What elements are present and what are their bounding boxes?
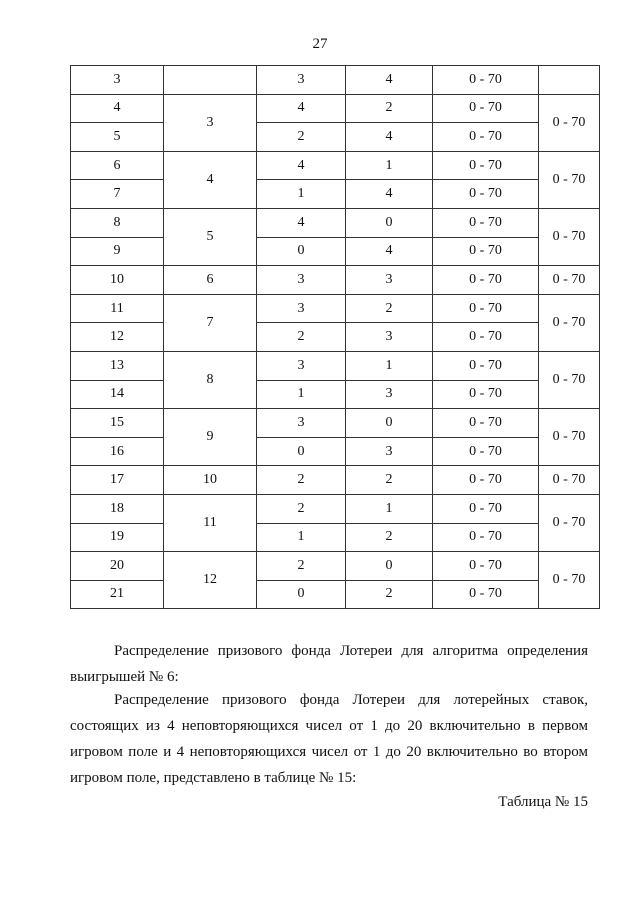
table-cell: 3 xyxy=(71,66,164,95)
table-row xyxy=(71,151,600,180)
paragraph-algorithm-6: Распределение призового фонда Лотереи для алгоритма определения выигрышей № 6: xyxy=(70,643,588,685)
table-cell: 0 xyxy=(257,237,346,266)
table-cell: 0 - 70 xyxy=(433,552,539,581)
table-row xyxy=(71,351,600,380)
table-cell: 21 xyxy=(71,580,164,609)
table-cell: 0 - 70 xyxy=(433,580,539,609)
table-cell: 6 xyxy=(164,266,257,295)
table-cell-merged: 5 xyxy=(164,208,257,265)
table-cell: 0 xyxy=(257,580,346,609)
table-cell: 0 - 70 xyxy=(433,266,539,295)
table-cell: 14 xyxy=(71,380,164,409)
table-cell: 5 xyxy=(71,123,164,152)
table-cell: 1 xyxy=(257,523,346,552)
table-cell: 4 xyxy=(346,123,433,152)
table-row xyxy=(71,266,600,295)
table-row xyxy=(71,94,600,123)
table-row xyxy=(71,294,600,323)
table-cell: 0 - 70 xyxy=(433,94,539,123)
table-cell-merged: 11 xyxy=(164,494,257,551)
table-row xyxy=(71,323,600,352)
table-cell: 11 xyxy=(71,294,164,323)
table-cell: 0 xyxy=(257,437,346,466)
table-cell-merged: 9 xyxy=(164,409,257,466)
table-cell: 0 - 70 xyxy=(433,208,539,237)
table-cell: 0 - 70 xyxy=(433,66,539,95)
table-cell-merged: 0 - 70 xyxy=(539,208,600,265)
table-cell: 0 - 70 xyxy=(433,437,539,466)
table-cell: 0 - 70 xyxy=(433,380,539,409)
table-row xyxy=(71,180,600,209)
table-cell: 2 xyxy=(257,123,346,152)
table-cell: 0 - 70 xyxy=(433,494,539,523)
table-cell: 16 xyxy=(71,437,164,466)
table-cell: 4 xyxy=(257,151,346,180)
prize-distribution-table xyxy=(70,65,600,609)
table-cell: 0 xyxy=(346,552,433,581)
table-cell: 3 xyxy=(346,323,433,352)
table-cell: 1 xyxy=(346,494,433,523)
table-cell: 3 xyxy=(257,266,346,295)
table-cell: 19 xyxy=(71,523,164,552)
table-cell-merged: 7 xyxy=(164,294,257,351)
table-cell-merged: 0 - 70 xyxy=(539,552,600,609)
table-cell: 1 xyxy=(257,380,346,409)
table-cell: 17 xyxy=(71,466,164,495)
table-cell: 0 xyxy=(346,409,433,438)
table-cell: 4 xyxy=(257,94,346,123)
table-cell: 8 xyxy=(71,208,164,237)
table-cell: 3 xyxy=(257,409,346,438)
table-cell: 2 xyxy=(257,466,346,495)
table-cell: 4 xyxy=(71,94,164,123)
table-cell: 3 xyxy=(257,294,346,323)
table-cell: 0 - 70 xyxy=(433,523,539,552)
table-cell-merged: 0 - 70 xyxy=(539,151,600,208)
table-cell: 10 xyxy=(71,266,164,295)
table-cell: 0 - 70 xyxy=(433,237,539,266)
table-cell: 1 xyxy=(346,151,433,180)
table-row xyxy=(71,123,600,152)
table-cell: 0 - 70 xyxy=(433,151,539,180)
table-cell: 15 xyxy=(71,409,164,438)
table-cell: 2 xyxy=(257,552,346,581)
table-cell: 4 xyxy=(257,208,346,237)
table-cell: 3 xyxy=(346,437,433,466)
table-caption: Таблица № 15 xyxy=(498,794,588,810)
table-cell: 3 xyxy=(346,380,433,409)
table-cell: 0 - 70 xyxy=(433,123,539,152)
table-row xyxy=(71,409,600,438)
table-cell: 0 - 70 xyxy=(433,323,539,352)
table-cell: 0 - 70 xyxy=(433,351,539,380)
table-cell-merged: 0 - 70 xyxy=(539,409,600,466)
table-cell: 18 xyxy=(71,494,164,523)
table-cell: 2 xyxy=(346,523,433,552)
table-row xyxy=(71,523,600,552)
table-cell: 2 xyxy=(257,494,346,523)
table-cell-merged: 0 - 70 xyxy=(539,294,600,351)
table-row xyxy=(71,552,600,581)
table-cell-merged: 0 - 70 xyxy=(539,94,600,151)
table-cell: 3 xyxy=(346,266,433,295)
table-cell: 7 xyxy=(71,180,164,209)
table-cell: 0 - 70 xyxy=(539,266,600,295)
table-cell: 3 xyxy=(257,66,346,95)
table-cell: 1 xyxy=(257,180,346,209)
page-number: 27 xyxy=(312,36,328,52)
table-cell: 0 - 70 xyxy=(539,466,600,495)
table-row xyxy=(71,437,600,466)
table-row xyxy=(71,208,600,237)
table-cell: 4 xyxy=(346,66,433,95)
table-cell: 12 xyxy=(71,323,164,352)
table-cell: 0 - 70 xyxy=(433,180,539,209)
table-cell-merged: 3 xyxy=(164,94,257,151)
table-cell: 6 xyxy=(71,151,164,180)
table-cell: 0 - 70 xyxy=(433,466,539,495)
table-cell: 1 xyxy=(346,351,433,380)
table-row xyxy=(71,237,600,266)
table-cell-merged: 12 xyxy=(164,552,257,609)
table-cell: 4 xyxy=(346,180,433,209)
table-row xyxy=(71,494,600,523)
table-cell: 0 - 70 xyxy=(433,294,539,323)
table-cell xyxy=(539,66,600,95)
table-cell: 0 xyxy=(346,208,433,237)
table-cell: 20 xyxy=(71,552,164,581)
paragraph-table-15-intro: Распределение призового фонда Лотереи для лотерейных ставок, состоящих из 4 неповторяющихся чисел от 1 до 20 включительно в первом игровом поле и 4 неповторяющихся чисел от 1 до 20 включительно во втором игровом поле, представлено в таблице № 15: xyxy=(70,692,588,786)
table-row xyxy=(71,380,600,409)
table-row xyxy=(71,66,600,95)
table-cell: 13 xyxy=(71,351,164,380)
table-cell-merged: 0 - 70 xyxy=(539,351,600,408)
table-row xyxy=(71,580,600,609)
table-cell: 9 xyxy=(71,237,164,266)
table-cell xyxy=(164,66,257,95)
table-cell: 2 xyxy=(257,323,346,352)
table-row xyxy=(71,466,600,495)
table-cell: 10 xyxy=(164,466,257,495)
table-cell: 2 xyxy=(346,294,433,323)
table-cell-merged: 0 - 70 xyxy=(539,494,600,551)
table-cell: 0 - 70 xyxy=(433,409,539,438)
table-cell: 2 xyxy=(346,580,433,609)
table-cell: 4 xyxy=(346,237,433,266)
table-cell: 2 xyxy=(346,466,433,495)
table-cell: 3 xyxy=(257,351,346,380)
table-cell-merged: 8 xyxy=(164,351,257,408)
table-cell: 2 xyxy=(346,94,433,123)
table-cell-merged: 4 xyxy=(164,151,257,208)
